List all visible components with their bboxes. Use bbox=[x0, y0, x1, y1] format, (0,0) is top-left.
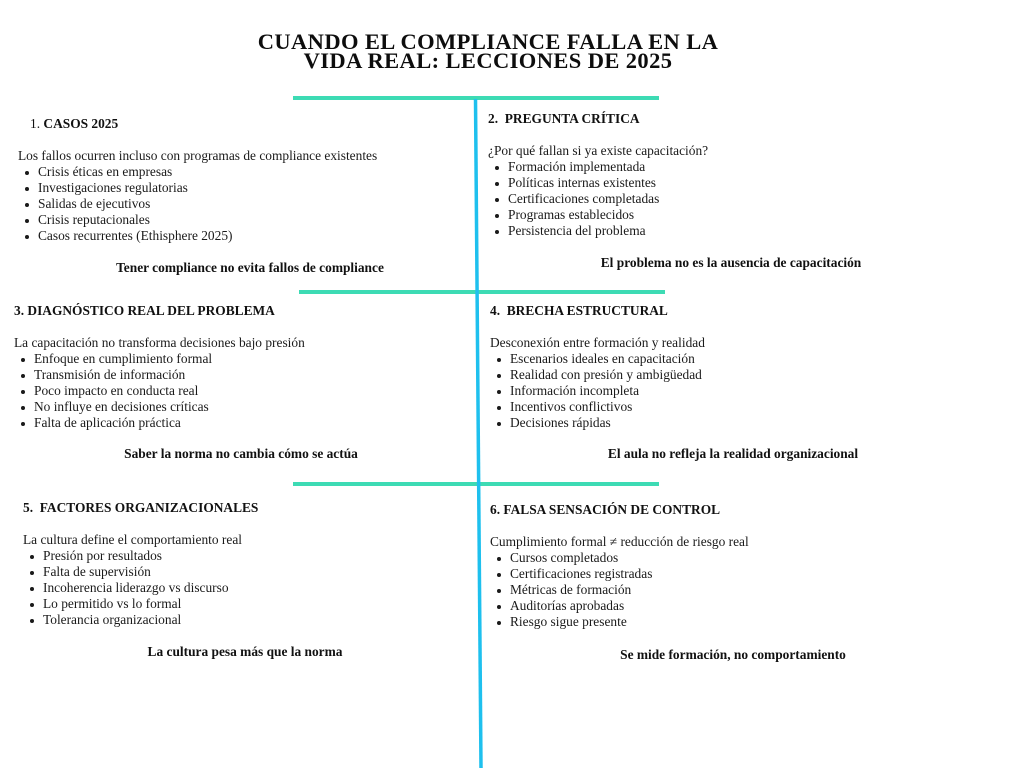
bullet-icon bbox=[25, 171, 29, 175]
bullet-icon bbox=[497, 573, 501, 577]
list-item: No influye en decisiones críticas bbox=[20, 399, 212, 415]
bullet-icon bbox=[497, 605, 501, 609]
section-number: 4. bbox=[490, 303, 501, 318]
page-title bbox=[0, 29, 976, 73]
section-number: 1. bbox=[30, 116, 41, 131]
bullet-icon bbox=[21, 358, 25, 362]
bullet-icon bbox=[21, 422, 25, 426]
list-item: Enfoque en cumplimiento formal bbox=[20, 351, 212, 367]
section-list bbox=[29, 548, 229, 628]
list-item: Incoherencia liderazgo vs discurso bbox=[29, 580, 229, 596]
bullet-icon bbox=[21, 390, 25, 394]
section-number: 2. bbox=[488, 111, 499, 126]
section-title: CASOS 2025 bbox=[43, 116, 119, 131]
section-title: DIAGNÓSTICO REAL DEL PROBLEMA bbox=[27, 303, 275, 318]
list-item: Cursos completados bbox=[496, 550, 652, 566]
bullet-icon bbox=[21, 406, 25, 410]
list-item: Auditorías aprobadas bbox=[496, 598, 652, 614]
bullet-icon bbox=[21, 374, 25, 378]
page-title-line-1: CUANDO EL COMPLIANCE FALLA EN LA bbox=[257, 29, 719, 54]
list-item: Salidas de ejecutivos bbox=[24, 196, 232, 212]
bullet-icon bbox=[30, 603, 34, 607]
list-item: Escenarios ideales en capacitación bbox=[496, 351, 702, 367]
bullet-icon bbox=[497, 557, 501, 561]
list-item: Riesgo sigue presente bbox=[496, 614, 652, 630]
section-list bbox=[494, 159, 659, 239]
section-heading bbox=[14, 303, 275, 319]
bullet-icon bbox=[30, 555, 34, 559]
section-title: FACTORES ORGANIZACIONALES bbox=[39, 500, 259, 515]
divider-top bbox=[293, 96, 659, 100]
section-intro: Cumplimiento formal ≠ reducción de riesgo real bbox=[490, 534, 749, 549]
section-list bbox=[496, 351, 702, 431]
section-intro: Los fallos ocurren incluso con programas de compliance existentes bbox=[18, 148, 378, 163]
list-item: Métricas de formación bbox=[496, 582, 652, 598]
list-item: Formación implementada bbox=[494, 159, 659, 175]
list-item: Realidad con presión y ambigüedad bbox=[496, 367, 702, 383]
section-intro: Desconexión entre formación y realidad bbox=[490, 335, 705, 350]
section-heading bbox=[490, 502, 720, 518]
section-title: PREGUNTA CRÍTICA bbox=[504, 111, 640, 126]
list-item: Lo permitido vs lo formal bbox=[29, 596, 229, 612]
bullet-icon bbox=[495, 230, 499, 234]
section-intro: La capacitación no transforma decisiones bajo presión bbox=[14, 335, 305, 350]
bullet-icon bbox=[497, 406, 501, 410]
divider-middle bbox=[299, 290, 665, 294]
bullet-icon bbox=[25, 187, 29, 191]
list-item: Falta de aplicación práctica bbox=[20, 415, 212, 431]
bullet-icon bbox=[30, 571, 34, 575]
section-number: 6. bbox=[490, 502, 501, 517]
section-list bbox=[496, 550, 652, 630]
list-item: Presión por resultados bbox=[29, 548, 229, 564]
bullet-icon bbox=[497, 589, 501, 593]
list-item: Certificaciones registradas bbox=[496, 566, 652, 582]
section-number: 3. bbox=[14, 303, 25, 318]
section-conclusion: El problema no es la ausencia de capacitación bbox=[600, 255, 862, 270]
section-conclusion: Tener compliance no evita fallos de compliance bbox=[116, 260, 384, 275]
bullet-icon bbox=[497, 621, 501, 625]
vertical-divider-line bbox=[476, 99, 482, 768]
section-conclusion: La cultura pesa más que la norma bbox=[147, 644, 343, 659]
bullet-icon bbox=[30, 587, 34, 591]
list-item: Poco impacto en conducta real bbox=[20, 383, 212, 399]
list-item: Programas establecidos bbox=[494, 207, 659, 223]
section-list bbox=[24, 164, 232, 244]
section-conclusion: Saber la norma no cambia cómo se actúa bbox=[124, 446, 358, 461]
list-item: Certificaciones completadas bbox=[494, 191, 659, 207]
section-list bbox=[20, 351, 212, 431]
list-item: Persistencia del problema bbox=[494, 223, 659, 239]
bullet-icon bbox=[25, 235, 29, 239]
section-intro: La cultura define el comportamiento real bbox=[23, 532, 242, 547]
list-item: Falta de supervisión bbox=[29, 564, 229, 580]
list-item: Incentivos conflictivos bbox=[496, 399, 702, 415]
section-conclusion: Se mide formación, no comportamiento bbox=[620, 647, 846, 662]
list-item: Transmisión de información bbox=[20, 367, 212, 383]
divider-bottom bbox=[293, 482, 659, 486]
section-intro: ¿Por qué fallan si ya existe capacitación? bbox=[488, 143, 709, 158]
bullet-icon bbox=[30, 619, 34, 623]
section-heading bbox=[30, 116, 118, 132]
list-item: Políticas internas existentes bbox=[494, 175, 659, 191]
bullet-icon bbox=[25, 219, 29, 223]
section-number: 5. bbox=[23, 500, 34, 515]
list-item: Casos recurrentes (Ethisphere 2025) bbox=[24, 228, 232, 244]
bullet-icon bbox=[495, 198, 499, 202]
list-item: Información incompleta bbox=[496, 383, 702, 399]
list-item: Crisis reputacionales bbox=[24, 212, 232, 228]
section-heading bbox=[490, 303, 668, 319]
bullet-icon bbox=[495, 166, 499, 170]
bullet-icon bbox=[497, 390, 501, 394]
section-heading bbox=[488, 111, 640, 127]
bullet-icon bbox=[495, 214, 499, 218]
page-title-line-2: VIDA REAL: LECCIONES DE 2025 bbox=[303, 48, 673, 73]
bullet-icon bbox=[25, 203, 29, 207]
list-item: Crisis éticas en empresas bbox=[24, 164, 232, 180]
bullet-icon bbox=[497, 374, 501, 378]
section-heading bbox=[23, 500, 258, 516]
section-title: BRECHA ESTRUCTURAL bbox=[506, 303, 668, 318]
section-conclusion: El aula no refleja la realidad organizacional bbox=[607, 446, 859, 461]
list-item: Decisiones rápidas bbox=[496, 415, 702, 431]
bullet-icon bbox=[497, 358, 501, 362]
section-title: FALSA SENSACIÓN DE CONTROL bbox=[503, 502, 721, 517]
bullet-icon bbox=[495, 182, 499, 186]
list-item: Tolerancia organizacional bbox=[29, 612, 229, 628]
list-item: Investigaciones regulatorias bbox=[24, 180, 232, 196]
bullet-icon bbox=[497, 422, 501, 426]
